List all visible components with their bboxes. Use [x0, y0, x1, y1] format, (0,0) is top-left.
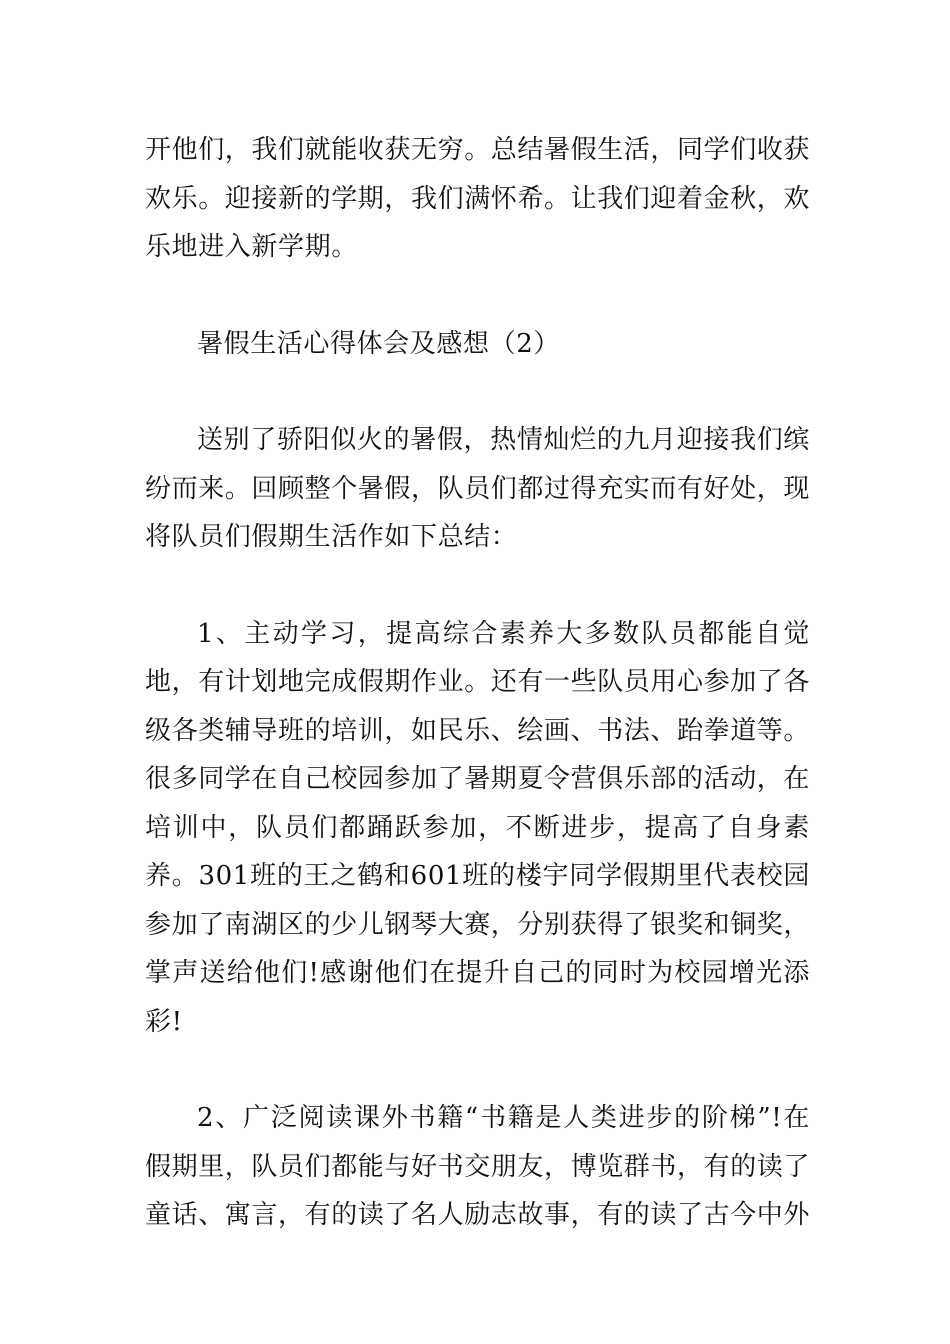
paragraph-gap	[145, 1046, 810, 1094]
paragraph-gap	[145, 272, 810, 320]
section-title: 暑假生活心得体会及感想（2）	[197, 328, 560, 359]
paragraph-item-1: 1、主动学习，提高综合素养大多数队员都能自觉地，有计划地完成假期作业。还有一些队员用心参加了各级各类辅导班的培训，如民乐、绘画、书法、跆拳道等。很多同学在自己校园参加了暑期夏令营俱乐部的活动，在培训中，队员们都踊跃参加，不断进步，提高了自身素养。301班的王之鹤和601班的楼宇同学假期里代表校园参加了南湖区的少儿钢琴大赛，分别获得了银奖和铜奖，掌声送给他们!感谢他们在提升自己的同时为校园增光添彩!	[145, 618, 811, 1037]
paragraph-continuation: 开他们，我们就能收获无穷。总结暑假生活，同学们收获欢乐。迎接新的学期，我们满怀希。让我们迎着金秋，欢乐地进入新学期。	[145, 135, 811, 262]
paragraph-gap	[145, 368, 810, 416]
paragraph-gap	[145, 562, 810, 610]
paragraph-intro: 送别了骄阳似火的暑假，热情灿烂的九月迎接我们缤纷而来。回顾整个暑假，队员们都过得充实而有好处，现将队员们假期生活作如下总结：	[145, 425, 811, 552]
document-body	[145, 126, 810, 1240]
paragraph-item-2: 2、广泛阅读课外书籍“书籍是人类进步的阶梯”!在假期里，队员们都能与好书交朋友，博览群书，有的读了童话、寓言，有的读了名人励志故事，有的读了古今中外	[145, 1103, 811, 1230]
